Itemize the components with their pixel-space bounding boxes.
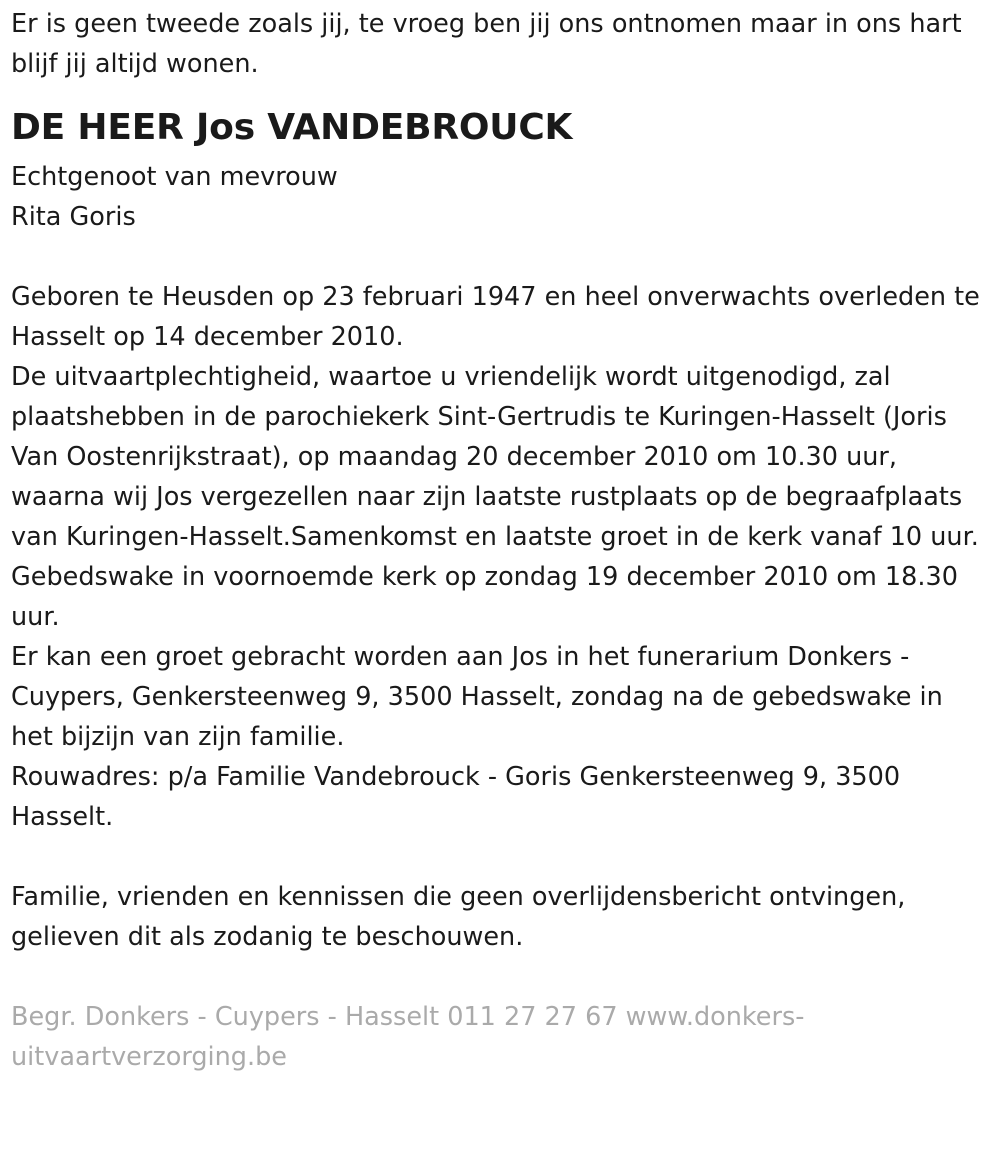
funeral-home-paragraph: Er kan een groet gebracht worden aan Jos in het funerarium Donkers - Cuypers, Genkersteenweg 9, 3500 Hasselt, zondag na de gebedswake in het bijzijn van zijn familie. xyxy=(11,642,943,752)
vigil-paragraph: Gebedswake in voornoemde kerk op zondag 19 december 2010 om 18.30 uur. xyxy=(11,562,958,632)
spacer xyxy=(11,837,988,877)
funeral-director-footer: Begr. Donkers - Cuypers - Hasselt 011 27 27 67 www.donkers-uitvaartverzorging.be xyxy=(11,1002,805,1072)
spacer xyxy=(11,237,988,277)
spacer xyxy=(11,957,988,997)
spouse-line-1: Echtgenoot van mevrouw xyxy=(11,162,338,192)
spouse-line-2: Rita Goris xyxy=(11,202,136,232)
birth-death-paragraph: Geboren te Heusden op 23 februari 1947 en heel onverwachts overleden te Hasselt op 14 december 2010. xyxy=(11,282,980,352)
funeral-details xyxy=(11,277,988,837)
deceased-name-heading: DE HEER Jos VANDEBROUCK xyxy=(11,107,573,148)
spouse-info xyxy=(11,157,988,237)
closing-note: Familie, vrienden en kennissen die geen overlijdensbericht ontvingen, gelieven dit als zodanig te beschouwen. xyxy=(11,882,906,952)
mourning-address-paragraph: Rouwadres: p/a Familie Vandebrouck - Goris Genkersteenweg 9, 3500 Hasselt. xyxy=(11,762,901,832)
ceremony-paragraph: De uitvaartplechtigheid, waartoe u vriendelijk wordt uitgenodigd, zal plaatshebben in de parochiekerk Sint-Gertrudis te Kuringen-Hasselt (Joris Van Oostenrijkstraat), op maandag 20 december 2010 om 10.30 uur, waarna wij Jos vergezellen naar zijn laatste rustplaats op de begraafplaats van Kuringen-Hasselt.Samenkomst en laatste groet in de kerk vanaf 10 uur. xyxy=(11,362,979,552)
memorial-verse: Er is geen tweede zoals jij, te vroeg ben jij ons ontnomen maar in ons hart blijf jij altijd wonen. xyxy=(11,9,962,79)
